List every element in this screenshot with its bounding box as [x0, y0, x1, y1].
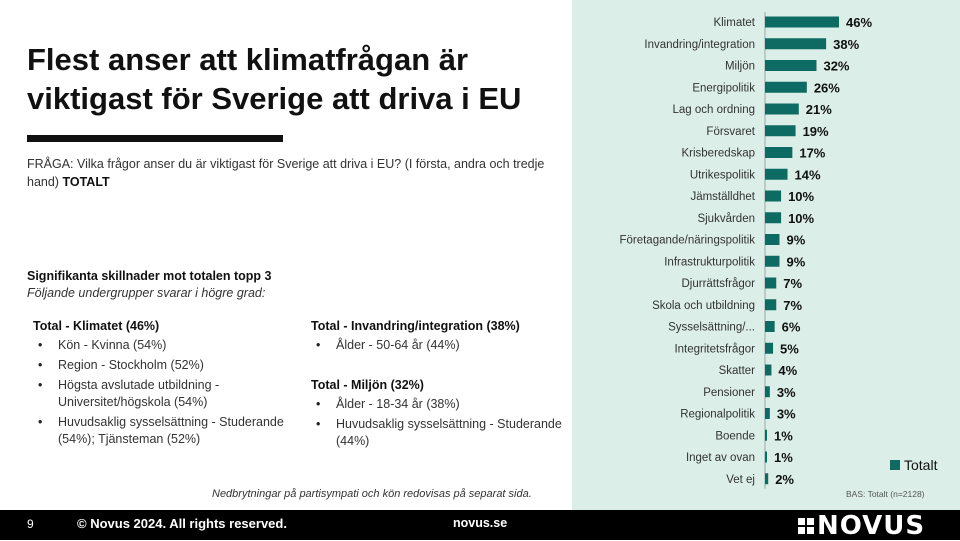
- bar: [765, 169, 788, 180]
- category-label: Infrastrukturpolitik: [664, 256, 755, 269]
- category-label: Utrikespolitik: [689, 169, 755, 182]
- category-label: Miljön: [724, 60, 755, 73]
- bar: [765, 365, 771, 376]
- bar: [765, 452, 767, 463]
- significance-subheading: Följande undergrupper svarar i högre grad:: [27, 286, 266, 300]
- group-klimatet: [33, 318, 298, 451]
- data-label: 1%: [774, 450, 793, 465]
- significance-heading: Signifikanta skillnader mot totalen topp 3: [27, 269, 272, 283]
- data-label: 9%: [786, 232, 806, 248]
- data-label: 17%: [799, 145, 826, 161]
- bar: [765, 299, 776, 310]
- question-body: FRÅGA: Vilka frågor anser du är viktigast för Sverige att driva i EU? (I första, andra och tredje hand): [27, 157, 545, 189]
- group-item: • Huvudsaklig sysselsättning - Studerande (54%); Tjänsteman (52%): [33, 414, 298, 448]
- category-label: Energipolitik: [692, 82, 755, 95]
- group-item: • Högsta avslutade utbildning - Universitet/högskola (54%): [33, 377, 298, 411]
- data-label: 6%: [781, 319, 801, 335]
- bar: [765, 473, 768, 484]
- data-label: 46%: [846, 15, 873, 30]
- category-label: Integritetsfrågor: [674, 343, 755, 356]
- bar: [765, 147, 792, 158]
- category-label: Sysselsättning/...: [668, 321, 755, 334]
- group-item: • Ålder - 50-64 år (44%): [311, 337, 561, 354]
- bar: [765, 212, 781, 223]
- chart-panel: [572, 0, 960, 510]
- bar: [765, 430, 767, 441]
- category-label: Sjukvården: [697, 212, 755, 225]
- legend-label: Totalt: [904, 457, 938, 473]
- legend-swatch: [890, 460, 900, 470]
- category-label: Försvaret: [706, 125, 755, 138]
- data-label: 21%: [805, 102, 832, 117]
- chart-legend: [890, 457, 937, 473]
- question-bold: TOTALT: [62, 175, 110, 189]
- data-label: 26%: [813, 80, 840, 96]
- bar: [765, 321, 775, 332]
- data-label: 38%: [833, 36, 860, 52]
- data-label: 10%: [788, 210, 815, 226]
- group-miljon: [311, 377, 566, 453]
- data-label: 19%: [802, 123, 829, 139]
- data-label: 14%: [794, 167, 821, 183]
- bar-chart: [572, 0, 960, 510]
- novus-logo: [798, 511, 925, 541]
- data-label: 7%: [783, 276, 803, 291]
- category-label: Boende: [715, 430, 755, 443]
- data-label: 10%: [788, 189, 815, 204]
- copyright: © Novus 2024. All rights reserved.: [77, 516, 287, 531]
- data-label: 5%: [780, 341, 799, 357]
- data-label: 2%: [775, 471, 795, 487]
- page-title: Flest anser att klimatfrågan är viktigast för Sverige att driva i EU: [27, 42, 522, 116]
- page-number: 9: [27, 517, 34, 531]
- bar: [765, 17, 839, 28]
- data-label: 7%: [783, 297, 803, 313]
- logo-text: NOVUS: [817, 511, 926, 541]
- category-label: Vet ej: [726, 473, 755, 486]
- group-item: • Region - Stockholm (52%): [33, 357, 298, 374]
- data-label: 4%: [778, 363, 798, 378]
- site-link[interactable]: novus.se: [453, 516, 508, 530]
- group-heading: Total - Klimatet (46%): [33, 319, 160, 333]
- bar: [765, 38, 826, 49]
- bar: [765, 191, 781, 202]
- category-label: Djurrättsfrågor: [681, 278, 755, 290]
- bar: [765, 234, 779, 245]
- bar: [765, 386, 770, 397]
- category-label: Krisberedskap: [681, 147, 755, 160]
- bar: [765, 104, 799, 115]
- category-label: Skatter: [718, 365, 755, 377]
- bar: [765, 125, 796, 136]
- data-label: 3%: [776, 384, 796, 400]
- data-label: 3%: [776, 406, 796, 422]
- category-label: Företagande/näringspolitik: [619, 234, 755, 247]
- category-label: Pensioner: [703, 386, 755, 399]
- category-label: Jämställdhet: [690, 191, 755, 203]
- footer-bar: [0, 510, 960, 540]
- bar: [765, 408, 770, 419]
- category-label: Klimatet: [713, 17, 755, 29]
- bar: [765, 60, 816, 71]
- group-item: • Kön - Kvinna (54%): [33, 337, 298, 354]
- bar: [765, 82, 807, 93]
- question-text: [27, 155, 547, 191]
- data-label: 1%: [774, 428, 793, 444]
- logo-mark-icon: [798, 518, 814, 534]
- category-label: Invandring/integration: [644, 38, 755, 51]
- group-heading: Total - Invandring/integration (38%): [311, 319, 520, 333]
- category-label: Regionalpolitik: [680, 408, 755, 421]
- title-underline: [27, 135, 283, 142]
- bar: [765, 278, 776, 289]
- category-label: Lag och ordning: [672, 104, 755, 116]
- group-invandring: [311, 318, 561, 357]
- data-label: 9%: [786, 254, 806, 270]
- base-note: BAS: Totalt (n=2128): [846, 489, 925, 499]
- group-heading: Total - Miljön (32%): [311, 378, 424, 392]
- category-label: Inget av ovan: [685, 452, 755, 464]
- category-label: Skola och utbildning: [652, 299, 755, 312]
- group-item: • Huvudsaklig sysselsättning - Studerande (44%): [311, 416, 566, 450]
- bar: [765, 343, 773, 354]
- bar: [765, 256, 779, 267]
- group-item: • Ålder - 18-34 år (38%): [311, 396, 566, 413]
- footnote: Nedbrytningar på partisympati och kön redovisas på separat sida.: [212, 488, 532, 500]
- data-label: 32%: [823, 58, 850, 74]
